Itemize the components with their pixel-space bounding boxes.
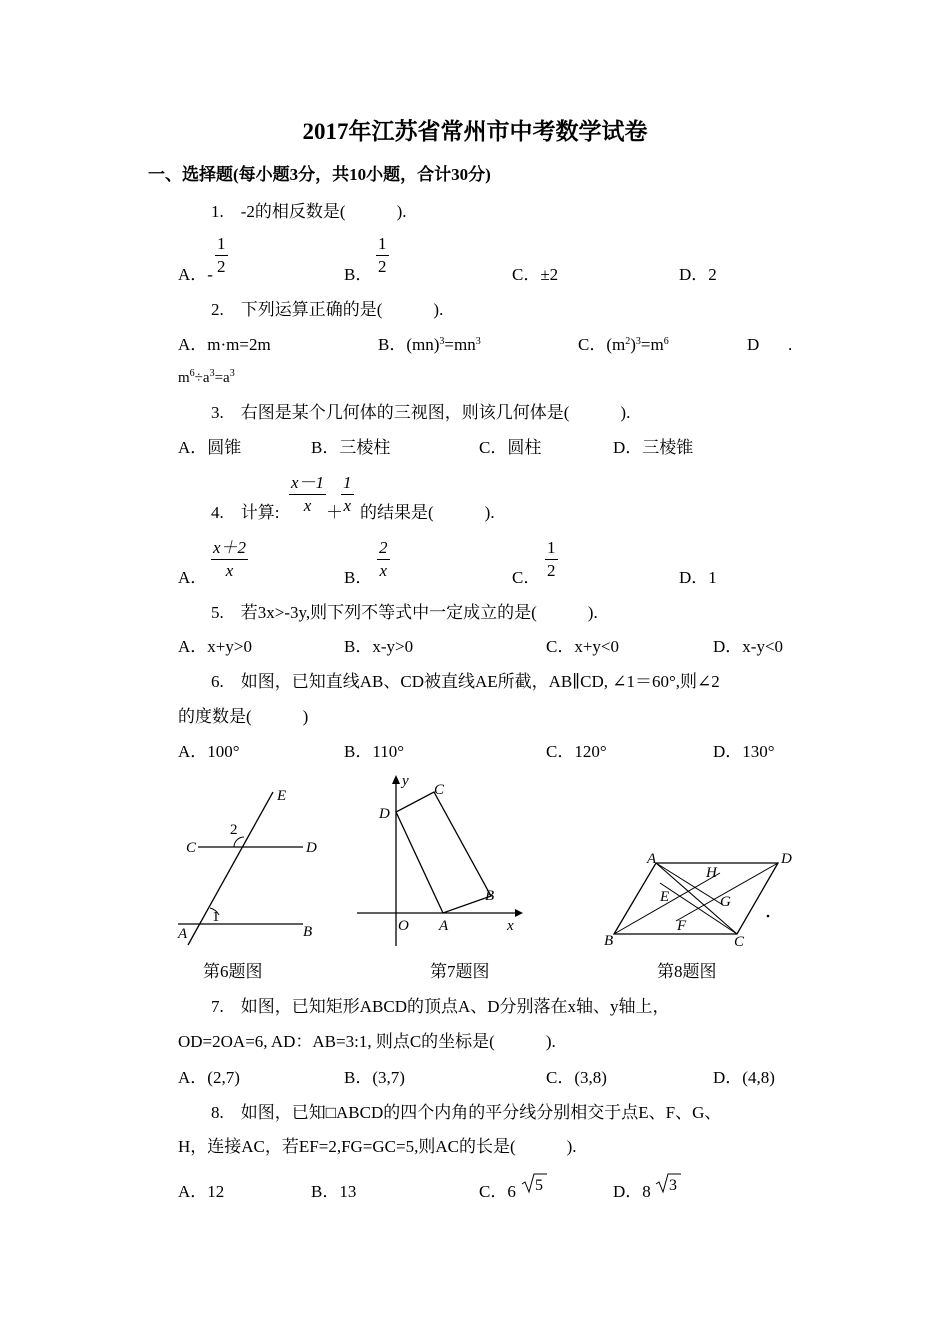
label-e: E [660,889,670,905]
q2-option-d-body [178,368,235,388]
q4-fraction-1 [289,473,326,516]
q2-c-exp: 2 [625,336,631,347]
label-b: B [303,924,313,940]
q2-d-exp: 6 [189,368,195,379]
fraction-bar [545,559,558,560]
q1-option-b-prefix: B． [344,265,373,284]
q2-b-exp: 3 [439,336,445,347]
figure-6-caption: 第6题图 [203,962,263,981]
label-a: A [178,926,188,942]
q6-option-a: A．100° [178,742,240,761]
q7-option-a: A．(2,7) [178,1068,240,1087]
q4-option-a-prefix: A． [178,568,208,587]
q7-option-d: D．(4,8) [713,1068,775,1087]
q4-option-b-fraction [377,538,390,581]
label-b: B [485,888,495,904]
q3-option-a: A．圆锥 [178,438,242,457]
q3-option-c: C．圆柱 [479,438,542,457]
q3-option-d: D．三棱锥 [613,438,694,457]
fraction-denominator: 2 [547,561,556,580]
figure-7-caption: 第7题图 [430,962,490,981]
fraction-numerator: 1 [217,234,226,253]
q2-option-b [378,335,481,355]
figure-8 [598,845,792,955]
x-axis-arrow [515,909,523,917]
q5-option-d: D．x-y<0 [713,637,784,656]
fraction-bar [376,255,389,256]
fraction-numerator: 1 [343,473,352,492]
fraction-bar [215,255,228,256]
q6-option-c: C．120° [546,742,607,761]
q4-stem-prefix: 4. 计算: [211,503,280,522]
q4-plus: ＋ [326,503,343,522]
fraction-denominator: x [343,496,352,515]
fraction-denominator: 2 [217,257,226,276]
q2-option-d-label: D [747,335,760,354]
q2-c-part: ) [630,335,636,354]
label-angle-2: 2 [230,822,238,838]
q4-option-a-fraction [211,538,248,581]
figure-6 [170,780,330,950]
q3-stem: 3. 右图是某个几何体的三视图，则该几何体是( ). [211,403,631,422]
q2-option-c [578,335,669,355]
page-title: 2017年江苏省常州市中考数学试卷 [302,119,648,144]
q8-option-d-prefix: D．8 [613,1182,651,1201]
label-g: G [720,894,731,910]
label-angle-1: 1 [212,909,220,925]
fraction-numerator: 1 [547,538,556,557]
q5-stem: 5. 若3x>-3y,则下列不等式中一定成立的是( ). [211,603,598,622]
q6-stem-line2: 的度数是( ) [178,707,309,726]
angle-2-arc [234,837,244,847]
fraction-bar [377,559,390,560]
q2-stem: 2. 下列运算正确的是( ). [211,300,444,319]
bisector-d [676,863,778,921]
q2-b-exp: 3 [475,336,481,347]
q2-option-d-dot: . [788,335,793,354]
q4-option-d: D．1 [679,568,717,587]
q3-option-b: B．三棱柱 [311,438,391,457]
q8-option-d-radical [654,1172,682,1196]
q2-d-exp: 3 [229,368,235,379]
q2-d-part: m [178,370,190,386]
label-d: D [379,806,390,822]
q1-option-d: D．2 [679,265,717,284]
label-c: C [186,840,197,856]
section-heading: 一、选择题(每小题3分，共10小题，合计30分) [148,165,491,184]
fraction-denominator: x [379,561,388,580]
label-h: H [706,865,717,881]
fraction-numerator: x＋2 [213,538,247,557]
label-y: y [402,773,409,789]
radicand: 5 [535,1177,543,1194]
q8-option-c-radical [520,1172,548,1196]
label-c: C [734,934,745,950]
q2-b-part: B．(mn) [378,335,440,354]
q2-option-a: A．m·m=2m [178,335,271,354]
q2-c-part: C．(m [578,335,626,354]
line-ae [188,792,273,945]
label-f: F [677,918,687,934]
q4-option-c-fraction [545,538,558,581]
fraction-denominator: 2 [378,257,387,276]
q8-option-b: B．13 [311,1182,357,1201]
label-a: A [439,918,449,934]
q1-option-b-fraction [376,234,389,277]
q2-c-part: =m [640,335,664,354]
fraction-denominator: x [225,561,234,580]
radicand: 3 [669,1177,677,1194]
figure-8-caption: 第8题图 [657,962,717,981]
q1-option-a-fraction [215,234,228,277]
q8-option-c-prefix: C．6 [479,1182,516,1201]
label-o: O [398,918,409,934]
q4-fraction-2 [341,473,354,516]
q8-stem-line1: 8. 如图，已知□ABCD的四个内角的平分线分别相交于点E、F、G、 [211,1103,722,1122]
fraction-bar [211,559,248,560]
q5-option-b: B．x-y>0 [344,637,414,656]
q8-option-a: A．12 [178,1182,225,1201]
label-e: E [277,788,287,804]
rectangle-abcd [396,792,491,913]
q6-option-b: B．110° [344,742,405,761]
fraction-denominator: x [303,496,312,515]
label-c: C [434,782,445,798]
label-a: A [647,851,657,867]
figure-7 [355,770,530,950]
q2-d-part: ÷a [194,370,210,386]
label-x: x [507,918,514,934]
q2-b-part: =mn [444,335,476,354]
fraction-numerator: 1 [378,234,387,253]
label-b: B [604,933,614,949]
q4-option-c-prefix: C． [512,568,541,587]
q8-stem-line2: H，连接AC，若EF=2,FG=GC=5,则AC的长是( ). [178,1137,577,1156]
q5-option-c: C．x+y<0 [546,637,620,656]
q2-c-exp: 3 [635,336,641,347]
fraction-numerator: x－1 [291,473,325,492]
q6-stem-line1: 6. 如图，已知直线AB、CD被直线AE所截，AB∥CD, ∠1＝60°,则∠2 [211,672,720,691]
q5-option-a: A．x+y>0 [178,637,252,656]
q4-option-b-prefix: B． [344,568,373,587]
q7-option-b: B．(3,7) [344,1068,405,1087]
q6-option-d: D．130° [713,742,775,761]
fraction-numerator: 2 [379,538,388,557]
q1-stem: 1. -2的相反数是( ). [211,202,407,221]
fraction-bar [289,494,326,495]
y-axis-arrow [392,775,400,784]
q7-stem-line2: OD=2OA=6, AD：AB=3:1, 则点C的坐标是( ). [178,1032,556,1051]
q1-option-a-prefix: A．- [178,265,213,284]
fraction-bar [341,494,354,495]
q1-option-c: C．±2 [512,265,559,284]
q4-stem-suffix: 的结果是( ). [360,503,495,522]
q7-option-c: C．(3,8) [546,1068,607,1087]
stray-dot [767,915,770,918]
label-d: D [781,851,792,867]
label-d: D [306,840,317,856]
q2-d-part: =a [214,370,230,386]
q2-c-exp: 6 [663,336,669,347]
q2-d-exp: 3 [209,368,215,379]
q7-stem-line1: 7. 如图，已知矩形ABCD的顶点A、D分别落在x轴、y轴上， [211,997,670,1016]
